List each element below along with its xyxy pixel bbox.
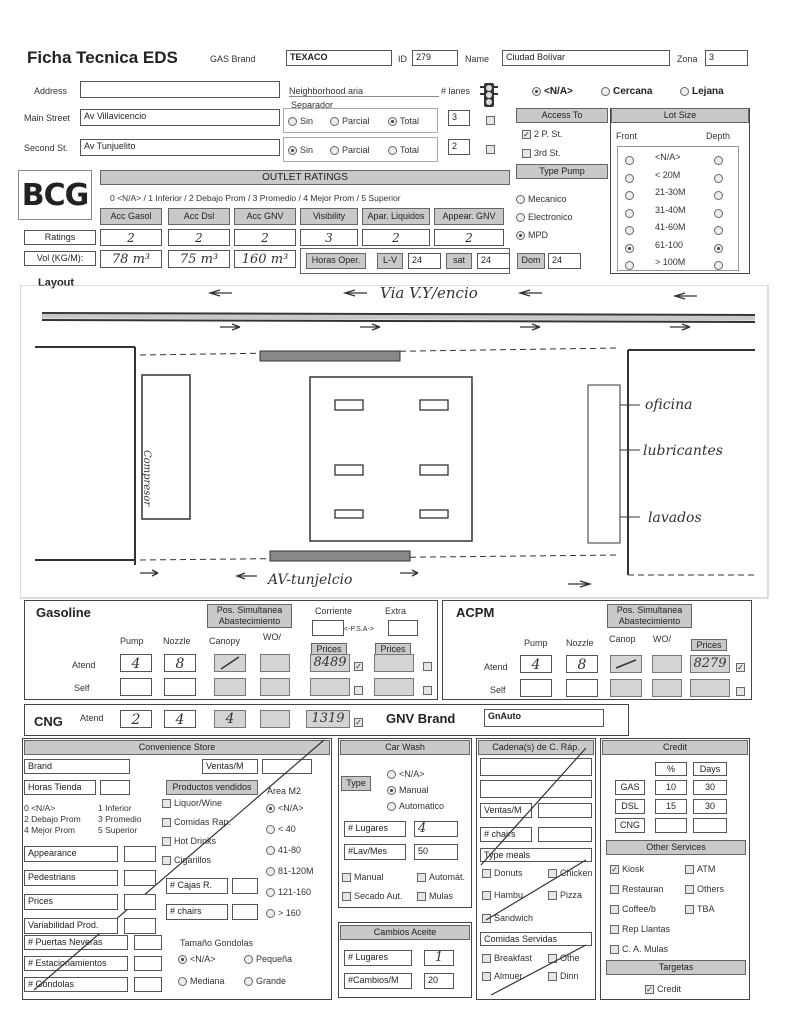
name-label: Name (465, 54, 490, 64)
area-radio[interactable]: 121-160 (266, 887, 311, 897)
puertas-label: # Puertas Neveras (24, 935, 128, 950)
street-bottom-label: AV-tunjelcio (268, 572, 353, 588)
page-title: Ficha Tecnica EDS (27, 48, 178, 67)
acpm-pos-sim: Pos. Simultanea Abastecimiento (607, 604, 692, 628)
credit-pct-field[interactable]: 15 (655, 799, 687, 814)
store-rating-field[interactable] (124, 894, 156, 910)
gas-atend-nozzle[interactable]: 8 (164, 654, 196, 672)
address-label: Address (34, 86, 68, 96)
lot-depth-radio[interactable] (714, 205, 726, 223)
gas-atend-extra-price[interactable] (374, 654, 414, 672)
outlet-ratings-title: OUTLET RATINGS (100, 170, 510, 185)
targetas-title: Targetas (606, 960, 746, 975)
lot-depth-radio[interactable] (714, 152, 726, 170)
gas-self-wo[interactable] (260, 678, 290, 696)
serv-othe[interactable]: Othe (548, 953, 580, 963)
store-rating-label: Prices (24, 894, 118, 910)
acpm-self-nozzle[interactable] (566, 679, 598, 697)
store-brand-field[interactable]: Brand (24, 759, 130, 774)
cng-checkbox[interactable]: ✓ (355, 718, 362, 728)
cadena-title: Cadena(s) de C. Ráp. (478, 740, 594, 755)
neighborhood-label: Neighborhood aria (289, 86, 364, 96)
acpm-atend-pump[interactable]: 4 (520, 655, 552, 673)
cambios-lugares-label: # Lugares (344, 950, 412, 966)
lot-depth-radio[interactable] (714, 257, 726, 275)
area-radio[interactable]: <N/A> (266, 803, 304, 813)
service-checkbox[interactable]: ✓ Kiosk (611, 864, 645, 875)
sat-field[interactable]: 24 (477, 253, 510, 269)
carwash-na-radio[interactable]: <N/A> (387, 769, 425, 779)
store-rating-label: Variabilidad Prod. (24, 918, 118, 934)
traffic-light-icon (480, 82, 498, 108)
neighborhood-line (289, 96, 439, 97)
type-pump-title: Type Pump (516, 164, 608, 179)
carwash-lugares-field[interactable]: 4 (414, 821, 458, 837)
pump-electronico-radio[interactable]: Electronico (516, 212, 573, 222)
carwash-title: Car Wash (340, 740, 470, 755)
store-rating-label: Appearance (24, 846, 118, 862)
rating-col-header: Visibility (300, 208, 358, 225)
corriente-field[interactable] (312, 620, 344, 636)
sep-main-total-radio[interactable]: Total (388, 116, 419, 126)
lanes-second-checkbox[interactable] (486, 141, 498, 159)
tam-gondolas-title: Tamaño Gondolas (180, 938, 254, 948)
lot-front-radio[interactable] (625, 170, 637, 188)
cambios-mes-label: #Cambios/M (344, 973, 412, 989)
separador-label: Separador (291, 100, 334, 110)
estacionamientos-label: # Estacionamientos (24, 956, 128, 971)
product-checkbox[interactable]: Liquor/Wine (162, 798, 222, 808)
gas-self-checkbox[interactable] (354, 682, 366, 700)
lot-front-radio[interactable] (625, 257, 637, 275)
tam-na-radio[interactable]: <N/A> (178, 954, 216, 964)
cng-price[interactable]: 1319 (306, 710, 350, 728)
zona-label: Zona (677, 54, 698, 64)
horas-oper-label: Horas Oper. (306, 253, 366, 269)
other-services-title: Other Services (606, 840, 746, 855)
gasoline-pos-sim: Pos. Simultanea Abastecimiento (207, 604, 292, 628)
compresor-label: Compresor (141, 450, 152, 507)
corriente-label: Corriente (315, 606, 353, 616)
lubricantes-label: lubricantes (643, 443, 723, 459)
lot-size-title: Lot Size (611, 108, 749, 123)
lot-front-radio[interactable] (625, 240, 637, 258)
service-checkbox[interactable]: Restauran (610, 884, 664, 894)
credit-row-label: CNG (615, 818, 645, 833)
meal-hambu[interactable]: Hambu. (482, 890, 526, 900)
rating-value[interactable]: 3 (300, 229, 358, 246)
carwash-manual-radio[interactable]: Manual (387, 785, 429, 795)
credit-days-field[interactable] (693, 818, 727, 833)
psa-label: <-P.S.A-> (344, 626, 374, 633)
oficina-label: oficina (645, 397, 693, 413)
store-rating-label: Pedestrians (24, 870, 118, 886)
sep-second-total-radio[interactable]: Total (388, 145, 419, 155)
lot-size-label: > 100M (655, 257, 686, 267)
gnv-brand-label: GNV Brand (386, 711, 456, 726)
address-field[interactable] (80, 81, 280, 98)
lot-front-radio[interactable] (625, 152, 637, 170)
product-checkbox[interactable]: Cigarillos (162, 855, 211, 865)
cambios-lugares-field[interactable]: 1 (424, 950, 454, 966)
second-st-label: Second St. (24, 143, 69, 153)
cadena-ventas-label: Ventas/M (480, 803, 532, 818)
store-horas-label: Horas Tienda (24, 780, 96, 795)
rating-value[interactable]: 2 (100, 229, 162, 246)
gas-self-nozzle[interactable] (164, 678, 196, 696)
acpm-title: ACPM (456, 605, 495, 620)
store-scale-3: 3 Promedio (98, 814, 142, 824)
gas-pump-label: Pump (120, 636, 144, 646)
sep-main-sin-radio[interactable]: Sin (288, 116, 313, 126)
tam-pequena-radio[interactable]: Pequeña (244, 954, 292, 964)
store-rating-field[interactable] (124, 846, 156, 862)
lanes-main-field[interactable]: 3 (448, 110, 470, 126)
proximity-lejana-radio[interactable]: Lejana (680, 86, 724, 97)
acpm-self-canopy[interactable] (610, 679, 642, 697)
rating-col-header: Acc Gasol (100, 208, 162, 225)
carwash-lav-field[interactable]: 50 (414, 844, 458, 860)
cng-pump[interactable]: 2 (120, 710, 152, 728)
store-title: Convenience Store (24, 740, 330, 755)
acpm-self-label: Self (490, 685, 506, 695)
lot-depth-label: Depth (706, 131, 731, 141)
access-title: Access To (516, 108, 608, 123)
name-field[interactable]: Ciudad Bolívar (502, 50, 670, 66)
gas-atend-price[interactable]: 8489 (310, 654, 350, 672)
cadena-chairs-label: # chairs (480, 827, 532, 842)
proximity-na-radio[interactable]: <N/A> (532, 86, 573, 97)
rating-col-header: Acc GNV (234, 208, 296, 225)
gas-atend-pump[interactable]: 4 (120, 654, 152, 672)
second-st-field[interactable]: Av Tunjuelito (80, 139, 280, 156)
lot-size-label: 41-60M (655, 222, 686, 232)
meal-chicken[interactable]: Chicken (548, 868, 593, 878)
rating-col-header: Acc Dsl (168, 208, 230, 225)
acpm-self-pump[interactable] (520, 679, 552, 697)
gas-self-extra-price[interactable] (374, 678, 414, 696)
pump-mecanico-radio[interactable]: Mecanico (516, 194, 567, 204)
lot-depth-radio[interactable] (714, 187, 726, 205)
area-radio[interactable]: 81-120M (266, 866, 314, 876)
gas-prices-extra-label: Prices (375, 643, 411, 655)
pump-mpd-radio[interactable]: MPD (516, 230, 548, 240)
gas-self-label: Self (74, 683, 90, 693)
acpm-pump-label: Pump (524, 638, 548, 648)
cajas-label: # Cajas R. (166, 878, 228, 894)
acpm-atend-checkbox[interactable]: ✓ (737, 663, 744, 673)
carwash-opt-manual[interactable]: Manual (342, 872, 384, 882)
lanes-main-checkbox[interactable] (486, 112, 498, 130)
lv-field[interactable]: 24 (408, 253, 441, 269)
store-chairs-label: # chairs (166, 904, 228, 920)
sep-second-sin-radio[interactable]: Sin (288, 145, 313, 155)
gas-self-extra-checkbox[interactable] (423, 682, 435, 700)
lot-depth-radio[interactable] (714, 240, 726, 258)
sat-label: sat (446, 253, 472, 269)
vol-value[interactable]: 78 m³ (100, 250, 162, 268)
carwash-opt-auto[interactable]: Automát. (417, 872, 465, 882)
zona-field[interactable]: 3 (705, 50, 748, 66)
credit-pct-field[interactable]: 10 (655, 780, 687, 795)
sep-second-parcial-radio[interactable]: Parcial (330, 145, 370, 155)
area-radio[interactable]: > 160 (266, 908, 301, 918)
product-checkbox[interactable]: Hot Drinks (162, 836, 216, 846)
rating-value[interactable]: 2 (362, 229, 430, 246)
credit-days-label: Days (693, 762, 727, 776)
carwash-opt-secado[interactable]: Secado Aut. (342, 891, 403, 901)
acpm-prices-label: Prices (691, 639, 727, 651)
acpm-atend-price[interactable]: 8279 (690, 655, 730, 673)
credit-row-label: GAS (615, 780, 645, 795)
acpm-wo-label: WO/ (653, 634, 671, 644)
gasoline-title: Gasoline (36, 605, 91, 620)
lot-size-label: < 20M (655, 169, 681, 180)
credit-days-field[interactable]: 30 (693, 780, 727, 795)
service-checkbox[interactable]: Coffee/b (610, 904, 656, 914)
gas-atend-wo[interactable] (260, 654, 290, 672)
cng-canopy[interactable]: 4 (214, 710, 246, 728)
credit-row-label: DSL (615, 799, 645, 814)
acpm-self-checkbox[interactable] (736, 683, 748, 701)
id-label: ID (398, 54, 407, 64)
dom-label: Dom (517, 253, 545, 269)
lot-size-label: 21-30M (655, 187, 686, 197)
id-field[interactable]: 279 (412, 50, 458, 66)
acpm-self-wo[interactable] (652, 679, 682, 697)
lv-label: L-V (377, 253, 403, 269)
service-checkbox[interactable]: TBA (685, 904, 715, 914)
tam-grande-radio[interactable]: Grande (244, 976, 286, 986)
sep-main-parcial-radio[interactable]: Parcial (330, 116, 370, 126)
acpm-atend-wo[interactable] (652, 655, 682, 673)
lot-size-label: 31-40M (655, 204, 686, 215)
carwash-lav-label: #Lav/Mes (344, 844, 406, 860)
gas-self-canopy[interactable] (214, 678, 246, 696)
service-checkbox[interactable]: C. A. Mulas (610, 944, 668, 954)
acpm-nozzle-label: Nozzle (566, 638, 594, 648)
gas-atend-canopy[interactable] (214, 654, 246, 672)
main-street-label: Main Street (24, 113, 71, 123)
service-checkbox[interactable]: Others (685, 884, 724, 894)
cadena-strike-lines (476, 740, 598, 1000)
rating-scale: 0 <N/A> / 1 Inferior / 2 Debajo Prom / 3 Promedio / 4 Mejor Prom / 5 Superior (110, 193, 401, 203)
carwash-lugares-label: # Lugares (344, 821, 406, 837)
area-label: Area M2 (267, 786, 302, 796)
lanes-second-field[interactable]: 2 (448, 139, 470, 155)
rating-col-header: Apar. Liquidos (362, 208, 430, 225)
carwash-auto-radio[interactable]: Automatico (387, 801, 444, 811)
vol-row-label: Vol (KG/M): (24, 251, 96, 266)
credit-days-field[interactable]: 30 (693, 799, 727, 814)
lot-depth-radio[interactable] (714, 170, 726, 188)
serv-breakfast[interactable]: Breakfast (482, 953, 532, 963)
type-meals-label: Type meals (480, 848, 592, 862)
access-2pst-checkbox[interactable]: ✓ 2 P. St. (523, 129, 563, 140)
store-scale-0: 0 <N/A> (24, 803, 56, 813)
cambios-title: Cambios Aceite (340, 925, 470, 940)
acpm-atend-nozzle[interactable]: 8 (566, 655, 598, 673)
lot-front-radio[interactable] (625, 205, 637, 223)
ratings-row-label: Ratings (24, 230, 96, 245)
gondolas-label: # Gondolas (24, 977, 128, 992)
meal-donuts[interactable]: Donuts (482, 868, 523, 878)
carwash-opt-mulas[interactable]: Mulas (417, 891, 453, 901)
product-checkbox[interactable]: Comidas Rap. (162, 817, 231, 827)
proximity-cercana-radio[interactable]: Cercana (601, 86, 652, 97)
lot-front-radio[interactable] (625, 187, 637, 205)
area-radio[interactable]: 41-80 (266, 845, 301, 855)
acpm-self-price[interactable] (690, 679, 730, 697)
acpm-atend-canopy[interactable] (610, 655, 642, 673)
cng-title: CNG (34, 714, 63, 729)
tam-mediana-radio[interactable]: Mediana (178, 976, 225, 986)
gas-self-price[interactable] (310, 678, 350, 696)
gas-brand-field[interactable]: TEXACO (286, 50, 392, 66)
street-top-label: Via V.Y/encio (380, 284, 478, 302)
layout-label: Layout (38, 277, 75, 289)
lot-size-label: <N/A> (655, 152, 681, 162)
store-scale-5: 5 Superior (98, 825, 138, 835)
gas-prices-label: Prices (311, 643, 347, 655)
gas-nozzle-label: Nozzle (163, 636, 191, 646)
access-3rd-checkbox[interactable]: 3rd St. (522, 148, 561, 158)
rating-value[interactable]: 2 (234, 229, 296, 246)
service-checkbox[interactable]: ATM (685, 864, 715, 874)
extra-label: Extra (385, 606, 407, 616)
gas-self-pump[interactable] (120, 678, 152, 696)
credit-title: Credit (602, 740, 748, 755)
cng-wo[interactable] (260, 710, 290, 728)
serv-dinn[interactable]: Dinn (548, 971, 579, 981)
gas-atend-extra-checkbox[interactable] (423, 658, 435, 676)
gas-atend-label: Atend (72, 660, 96, 670)
gas-atend-checkbox[interactable]: ✓ (355, 662, 362, 672)
store-rating-field[interactable] (124, 918, 156, 934)
cambios-mes-field[interactable]: 20 (424, 973, 454, 989)
store-rating-field[interactable] (124, 870, 156, 886)
targeta-credit-checkbox[interactable]: ✓ Credit (646, 984, 682, 995)
lavados-label: lavados (648, 510, 702, 526)
extra-field[interactable] (388, 620, 418, 636)
cng-atend-label: Atend (80, 713, 104, 723)
gas-brand-label: GAS Brand (210, 54, 256, 64)
credit-pct-label: % (655, 762, 687, 776)
serv-almuer[interactable]: Almuer. (482, 971, 525, 981)
lot-front-radio[interactable] (625, 222, 637, 240)
cng-nozzle[interactable]: 4 (164, 710, 196, 728)
rating-value[interactable]: 2 (168, 229, 230, 246)
lot-depth-radio[interactable] (714, 222, 726, 240)
acpm-atend-label: Atend (484, 662, 508, 672)
area-radio[interactable]: < 40 (266, 824, 296, 834)
vol-value[interactable]: 160 m³ (234, 250, 296, 268)
dom-field[interactable]: 24 (548, 253, 581, 269)
rating-value[interactable]: 2 (434, 229, 504, 246)
comidas-servidas-label: Comidas Servidas (480, 932, 592, 946)
productos-label: Productos vendidos (166, 780, 258, 795)
lot-size-label: 61-100 (655, 239, 684, 250)
rating-col-header: Appear. GNV (434, 208, 504, 225)
vol-value[interactable]: 75 m³ (168, 250, 230, 268)
store-scale-1: 1 Inferior (98, 803, 132, 813)
store-scale-4: 4 Mejor Prom (24, 825, 76, 835)
main-street-field[interactable]: Av Villavicencio (80, 109, 280, 126)
service-checkbox[interactable]: Rep Llantas (610, 924, 670, 934)
store-scale-2: 2 Debajo Prom (24, 814, 81, 824)
gas-canopy-label: Canopy (209, 636, 241, 646)
acpm-canop-label: Canop (609, 634, 636, 644)
bcg-logo: BCG (18, 170, 92, 220)
meal-pizza[interactable]: Pizza (548, 890, 582, 900)
gnv-brand-field[interactable]: GnAuto (484, 709, 604, 727)
store-ventas-label: Ventas/M (202, 759, 258, 774)
credit-pct-field[interactable] (655, 818, 687, 833)
gas-wo-label: WO/ (263, 632, 281, 642)
lanes-label: # lanes (441, 86, 471, 96)
carwash-type-label: Type (341, 776, 371, 791)
lot-front-label: Front (616, 131, 638, 141)
meal-sandwich[interactable]: Sandwich (482, 913, 533, 923)
